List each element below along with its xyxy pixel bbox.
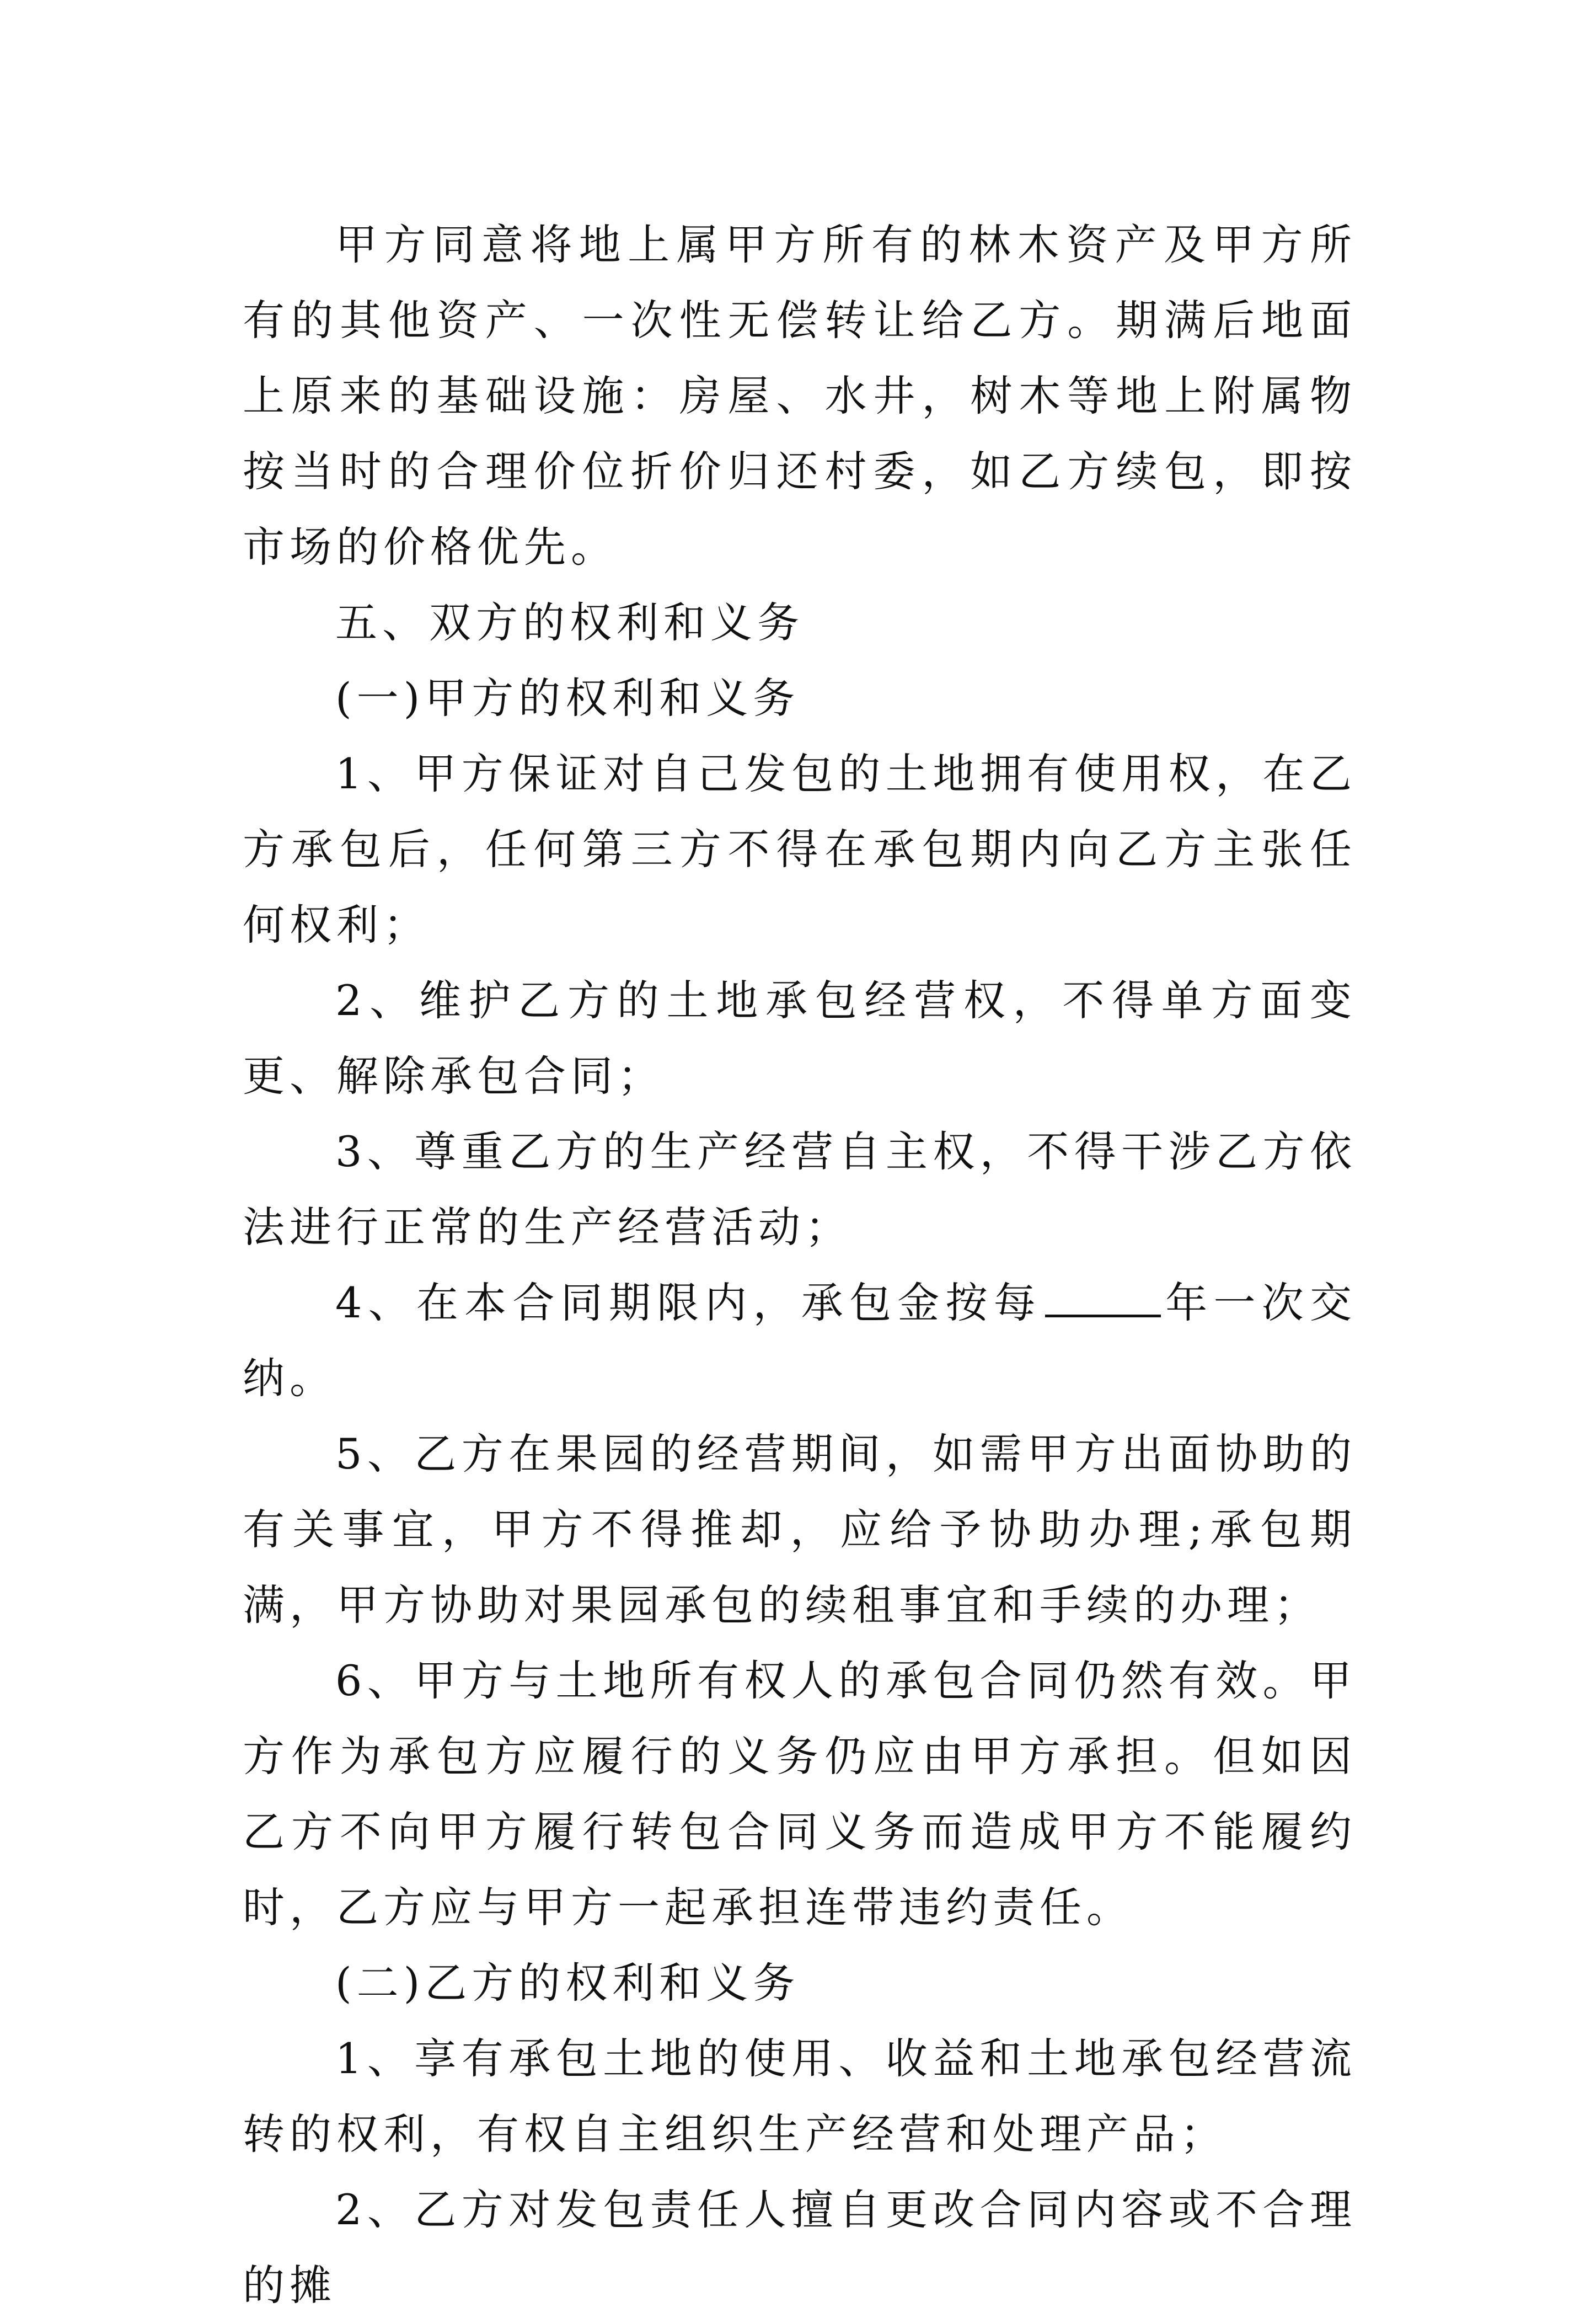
subsection-heading-party-b: (二)乙方的权利和义务 — [335, 1958, 800, 2007]
clause-a-6: 6、甲方与土地所有权人的承包合同仍然有效。甲方作为承包方应履行的义务仍应由甲方承担。但如因乙方不向甲方履行转包合同义务而造成甲方不能履约时，乙方应与甲方一起承担连带违约责任。 — [243, 1656, 1357, 1932]
clause-a-1: 1、甲方保证对自己发包的土地拥有使用权，在乙方承包后，任何第三方不得在承包期内向乙方主张任何权利； — [243, 749, 1357, 949]
section-heading-rights-obligations: 五、双方的权利和义务 — [335, 598, 804, 647]
paragraph-asset-transfer: 甲方同意将地上属甲方所有的林木资产及甲方所有的其他资产、一次性无偿转让给乙方。期满后地面上原来的基础设施：房屋、水井，树木等地上附属物按当时的合理价位折价归还村委，如乙方续包，即按市场的价格优先。 — [243, 220, 1357, 572]
document-body — [243, 207, 1357, 2323]
clause-a-4 — [243, 1265, 1357, 1416]
clause-a-5: 5、乙方在果园的经营期间，如需甲方出面协助的有关事宜，甲方不得推却，应给予协助办理;承包期满，甲方协助对果园承包的续租事宜和手续的办理； — [243, 1429, 1357, 1630]
clause-a-4-text-after: 年一次交纳。 — [243, 1278, 1357, 1403]
clause-b-1: 1、享有承包土地的使用、收益和土地承包经营流转的权利，有权自主组织生产经营和处理产品； — [243, 2034, 1357, 2159]
subsection-heading-party-a: (一)甲方的权利和义务 — [335, 674, 800, 723]
clause-a-4-text-before: 4、在本合同期限内，承包金按每 — [335, 1278, 1042, 1327]
fill-in-blank-line — [1045, 1280, 1161, 1317]
clause-a-3: 3、尊重乙方的生产经营自主权，不得干涉乙方依法进行正常的生产经营活动； — [243, 1127, 1357, 1252]
clause-a-2: 2、维护乙方的土地承包经营权，不得单方面变更、解除承包合同； — [243, 976, 1357, 1101]
clause-b-2: 2、乙方对发包责任人擅自更改合同内容或不合理的摊 — [243, 2185, 1357, 2310]
